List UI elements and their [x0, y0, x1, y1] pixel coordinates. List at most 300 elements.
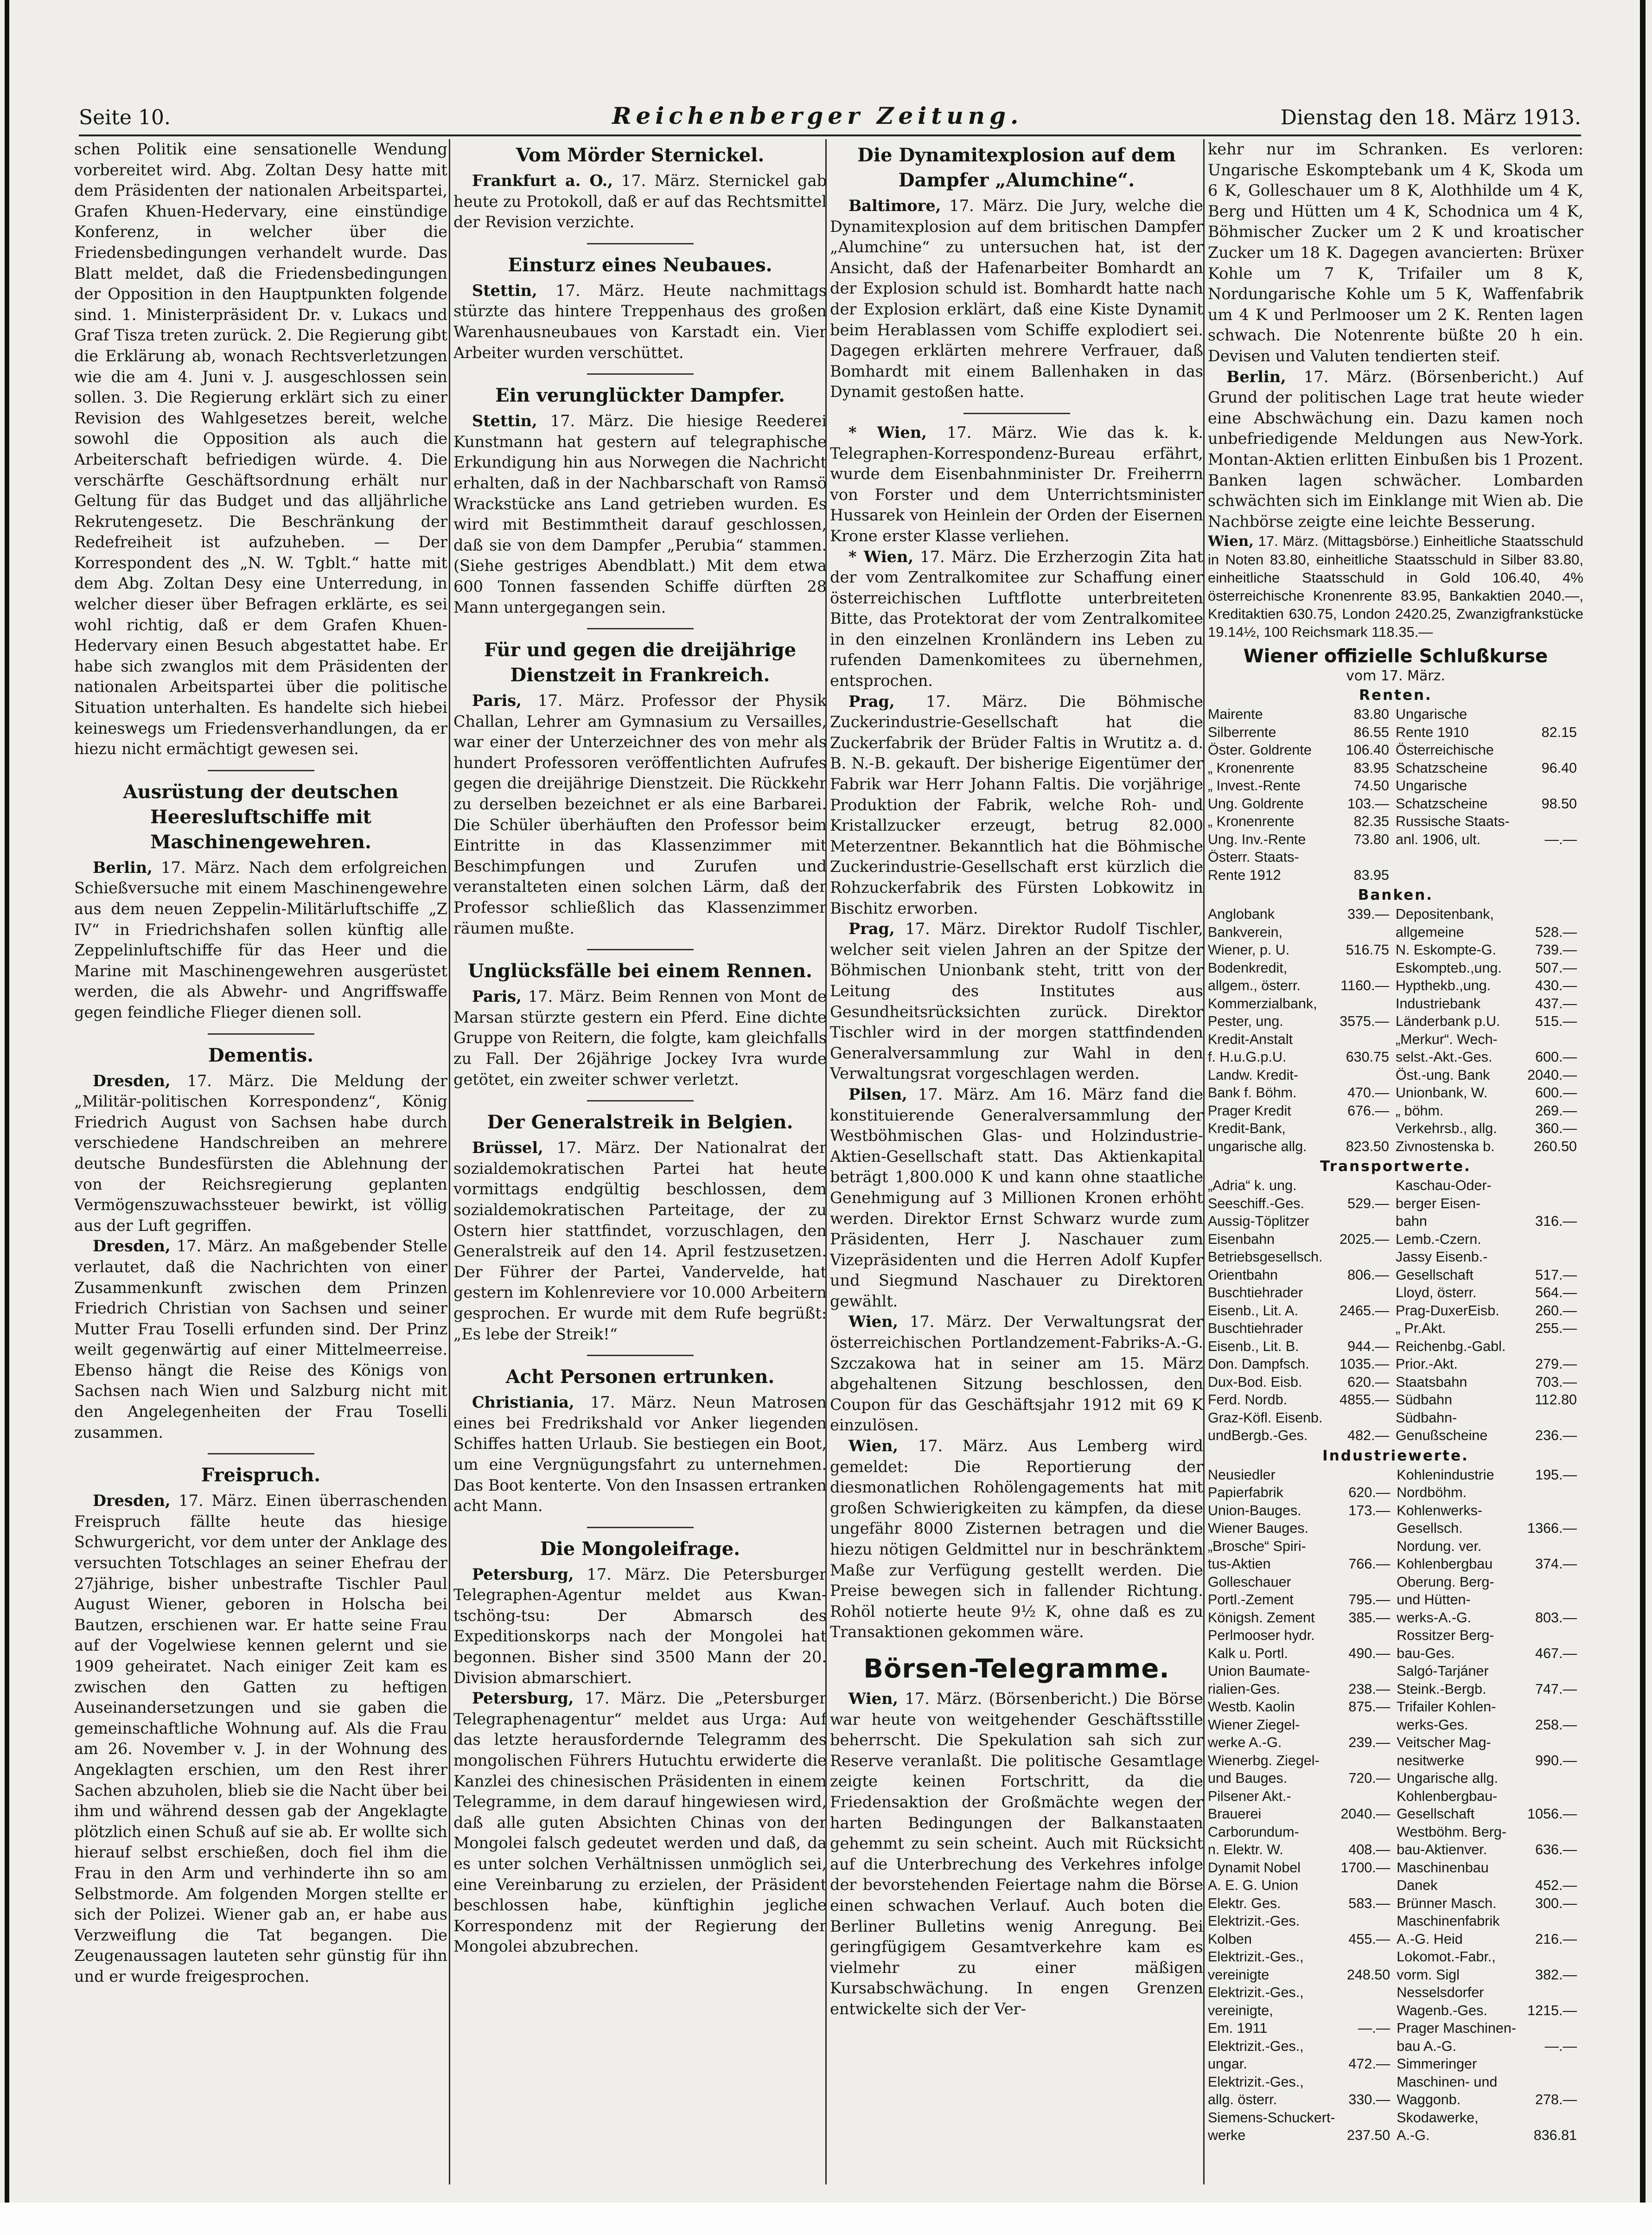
security-name: Jassy Eisenb.-: [1395, 1249, 1488, 1265]
security-price: 990.—: [1535, 1752, 1577, 1768]
security-name: Portl.-Zement: [1208, 1592, 1294, 1608]
security-name: bahn: [1395, 1213, 1427, 1230]
kurs-row: [1208, 1609, 1583, 1627]
security-price: [1335, 1716, 1397, 1734]
dateline: Stettin,: [472, 281, 537, 300]
security-name: N. Eskompte-G.: [1395, 942, 1496, 958]
kurs-row: [1208, 1984, 1583, 2002]
dateline: Dresden,: [93, 1237, 171, 1255]
security-price: 472.—: [1348, 2056, 1390, 2072]
kurs-row: [1208, 705, 1583, 724]
security-price: 112.80: [1534, 1392, 1577, 1408]
section-industriewerte: Industriewerte.: [1322, 1447, 1469, 1464]
security-price: 529.—: [1347, 1195, 1389, 1211]
article-text: [830, 196, 1203, 403]
kurs-row: [1208, 2002, 1583, 2020]
dateline: Stettin,: [472, 412, 537, 430]
kurs-row: [1208, 795, 1583, 813]
article-body: 17. März. Heute nachmittags stürzte das hintere Treppenhaus des großen Warenhausneubaues von Karstadt ein. Vier Arbeiter wurden verschüttet.: [453, 281, 827, 362]
article-continuation: kehr nur im Schranken. Es verloren: Ungarische Eskomptebank um 4 K, Skoda um 6 K, Golleschauer um 8 K, Alothhilde um 4 K, Berg und Hütten um 4 K, Schodnica um 4 K, Böhmischer Zucker um 2 K und kroatischer Zucker um 18 K. Dagegen avancierten: Brüxer Kohle um 7 K, Trifailer um 8 K, Nordungarische Kohle um 5 K, Waffenfabrik um 4 K und Perlmooser um 2 K. Renten lagen schwach. Die Notenrente büßte 20 h ein. Devisen und Valuten tendierten steif.: [1208, 140, 1583, 365]
security-name: Ungarische: [1395, 778, 1467, 794]
article-separator: [963, 413, 1070, 414]
security-price: 1035.—: [1339, 1356, 1389, 1372]
security-price: [1334, 1409, 1396, 1427]
column-1: [74, 139, 447, 2184]
kurs-row: [1208, 724, 1583, 742]
security-name: Pilsener Akt.-: [1208, 1788, 1291, 1804]
security-price: [1522, 1177, 1583, 1195]
security-price: 467.—: [1535, 1645, 1577, 1661]
dateline: Berlin,: [93, 858, 153, 877]
security-price: [1334, 1066, 1396, 1084]
kurs-row: [1208, 905, 1583, 923]
security-name: vereinigte,: [1208, 2002, 1273, 2018]
security-name: Prager Maschinen-: [1397, 2020, 1516, 2036]
security-price: [1522, 2019, 1583, 2037]
security-price: 258.—: [1535, 1716, 1577, 1733]
dateline: Wien,: [848, 1313, 899, 1331]
article-body: 17. März. (Börsenbericht.) Auf Grund der politischen Lage trat heute wieder eine Abschwächung ein. Dazu kamen noch unbefriedigende Meldungen aus New-York. Montan-Aktien erlitten Einbußen bis 1 Prozent. Banken lagen schwächer. Lombarden schwächten sich im Einklange mit Wien ab. Die Nachbörse zeigte eine leichte Besserung.: [1208, 367, 1583, 531]
security-name: werks-Ges.: [1397, 1716, 1468, 1733]
security-name: Elektrizit.-Ges.,: [1208, 2074, 1304, 2090]
security-name: Silberrente: [1208, 724, 1276, 740]
news-item: [830, 423, 1203, 547]
security-name: Graz-Köfl. Eisenb.: [1208, 1409, 1323, 1426]
security-price: [1335, 1948, 1397, 1966]
security-name: A. E. G. Union: [1208, 1877, 1298, 1894]
security-price: 823.50: [1346, 1138, 1389, 1154]
kurs-row: [1208, 1823, 1583, 1841]
security-name: Elektrizit.-Ges.,: [1208, 1985, 1304, 2001]
kurs-row: [1208, 831, 1583, 849]
kurs-row: [1208, 1573, 1583, 1591]
security-price: 2040.—: [1340, 1806, 1390, 1822]
kurs-row: [1208, 1066, 1583, 1084]
security-name: Salgó-Tarjáner: [1397, 1663, 1489, 1679]
security-name: „Brosche“ Spiri-: [1208, 1538, 1306, 1554]
security-name: Depositenbank,: [1395, 906, 1494, 922]
security-price: 83.95: [1353, 867, 1389, 883]
kurs-row: [1208, 2073, 1583, 2091]
article-body: 17. März. Einen überraschenden Freispruch fällte heute das hiesige Schwurgericht, vor dem unter der Anklage des versuchten Totschlages an seiner Ehefrau der 27jährige, bisher unbestrafte Tischler Paul August Wiener, geboren in Holscha bei Bautzen, erschienen war. Er hatte seine Frau auf der Vogelwiese kennen gelernt und sie 1909 geheiratet. Nach einiger Zeit kam es zwischen den Gatten zu heftigen Auseinandersetzungen und sie gaben die gemeinschaftliche Wohnung auf. Als die Frau am 26. November v. J. in der Wohnung des Angeklagten erschien, um den Rest ihrer Sachen abzuholen, blieb sie die Nacht über bei ihm und während dessen gab der Angeklagte plötzlich einen Schuß auf sie ab. Er wollte sich hierauf selbst erschießen, doch fiel ihm die Frau in den Arm und verhinderte ihn so am Selbstmorde. Am folgenden Morgen stellte er sich der Polizei. Wiener gab an, er habe aus Verzweiflung die Tat begangen. Die Zeugenaussagen lauteten sehr günstig für ihn und er wurde freigesprochen.: [74, 1492, 447, 1985]
kurs-row: [1208, 1912, 1583, 1930]
kurs-row: [1208, 1195, 1583, 1213]
security-name: Westböhm. Berg-: [1397, 1824, 1507, 1840]
security-name: Gesellschaft: [1395, 1267, 1473, 1283]
article-text: [453, 171, 827, 233]
kurs-row: [1208, 1355, 1583, 1373]
kurs-row: [1208, 2019, 1583, 2037]
column-rule: [449, 139, 450, 2184]
security-price: 278.—: [1535, 2092, 1577, 2108]
security-price: 482.—: [1347, 1428, 1389, 1444]
kurs-row: [1208, 866, 1583, 884]
article-text: [453, 1564, 827, 1689]
security-price: 82.15: [1541, 724, 1577, 740]
security-name: Kredit-Bank,: [1208, 1121, 1286, 1137]
security-price: [1335, 1876, 1397, 1895]
article-sternickel: [453, 143, 827, 233]
security-price: [1522, 866, 1583, 884]
security-name: Eisenbahn: [1208, 1231, 1275, 1247]
security-name: Rossitzer Berg-: [1397, 1627, 1494, 1644]
article-text: [74, 858, 447, 1023]
news-item: [1208, 367, 1583, 532]
security-name: Union-Bauges.: [1208, 1502, 1301, 1518]
kurs-row: [1208, 995, 1583, 1013]
article-generalstreik: [453, 1110, 827, 1345]
kurs-row: [1208, 1031, 1583, 1049]
security-price: [1522, 777, 1583, 795]
security-price: [1334, 1248, 1396, 1266]
security-name: Prior.-Akt.: [1395, 1356, 1458, 1372]
boersen-telegramme-headline: Börsen-Telegramme.: [863, 1653, 1170, 1684]
security-price: [1522, 1195, 1583, 1213]
security-price: [1335, 1787, 1397, 1806]
security-name: Skodawerke,: [1397, 2109, 1479, 2126]
security-name: f. H.u.G.p.U.: [1208, 1049, 1287, 1065]
table-banken: [1208, 905, 1583, 1155]
security-price: 490.—: [1348, 1645, 1390, 1661]
security-price: 944.—: [1347, 1338, 1389, 1354]
dateline: Petersburg,: [472, 1565, 574, 1583]
security-price: 248.50: [1346, 1966, 1390, 1983]
column-3: [830, 139, 1203, 2184]
article-body: 17. März. Direktor Rudolf Tischler, welcher seit vielen Jahren an der Spitze der Böhmischen Unionbank steht, tritt von der Leitung des Institutes aus Gesundheitsrücksichten zurück. Direktor Tischler wird in der morgen stattfindenden Generalversammlung zur Wahl in den Verwaltungsrat vorgeschlagen werden.: [830, 920, 1203, 1083]
security-name: Bodenkredit,: [1208, 960, 1288, 976]
security-name: werke: [1208, 2127, 1246, 2144]
article-separator: [208, 1453, 314, 1454]
security-name: rialien-Ges.: [1208, 1681, 1280, 1697]
dateline: Brüssel,: [472, 1139, 543, 1157]
article-freispruch: [74, 1463, 447, 1987]
security-price: [1335, 2073, 1397, 2091]
security-name: Landw. Kredit-: [1208, 1067, 1298, 1083]
security-name: Anglobank: [1208, 906, 1275, 922]
kurs-row: [1208, 1591, 1583, 1609]
dateline: Berlin,: [1226, 367, 1286, 386]
dateline: Paris,: [472, 692, 522, 710]
security-price: [1334, 1284, 1396, 1302]
article-einsturz: [453, 253, 827, 363]
security-price: [1522, 1409, 1583, 1427]
kurs-row: [1208, 1138, 1583, 1156]
security-price: 260.—: [1535, 1302, 1577, 1319]
article-headline: Die Mongoleifrage.: [540, 1537, 740, 1560]
security-name: Seeschiff.-Ges.: [1208, 1195, 1304, 1211]
kurs-row: [1208, 1769, 1583, 1787]
dateline: Paris,: [472, 987, 522, 1006]
security-name: Wiener Ziegel-: [1208, 1716, 1300, 1733]
security-name: bau-Ges.: [1397, 1645, 1455, 1661]
security-name: Genußscheine: [1395, 1428, 1488, 1444]
security-price: [1522, 2055, 1583, 2073]
security-price: [1522, 2109, 1583, 2127]
security-name: Gesellschaft: [1397, 1806, 1475, 1822]
security-name: selst.-Akt.-Ges.: [1395, 1049, 1493, 1065]
kurs-row: [1208, 1502, 1583, 1520]
article-ertrunken: [453, 1364, 827, 1517]
security-price: [1522, 1627, 1583, 1645]
security-name: Brauerei: [1208, 1806, 1262, 1822]
security-name: und Hütten-: [1397, 1592, 1471, 1608]
security-price: 2040.—: [1527, 1067, 1577, 1083]
security-price: [1522, 1338, 1583, 1356]
kurs-row: [1208, 1319, 1583, 1338]
security-name: Zivnostenska b.: [1395, 1138, 1495, 1154]
security-price: [1522, 1823, 1583, 1841]
article-headline: Ausrüstung der deutschen Heeresluftschiffe mit Maschinengewehren.: [123, 781, 399, 853]
article-body: 17. März. Der Verwaltungsrat der österreichischen Portlandzement-Fabriks-A.-G. Szczakowa hat in seiner am 15. März abgehaltenen Sitzung beschlossen, den Coupon für das Geschäftsjahr 1912 mit 69 K einzulösen.: [830, 1313, 1203, 1434]
security-name: „Adria“ k. ung.: [1208, 1178, 1297, 1194]
security-price: 795.—: [1348, 1592, 1390, 1608]
security-name: Oberung. Berg-: [1397, 1574, 1494, 1590]
article-body: 17. März. Die hiesige Reederei Kunstmann hat gestern auf telegraphische Erkundigung hin aus Norwegen die Nachricht erhalten, daß in der Nachbarschaft von Ramsö Wrackstücke ans Land getrieben wurden. Es wird mit Bestimmtheit darauf geschlossen, daß sie von dem Dampfer „Perubia“ stammen. (Siehe gestriges Abendblatt.) Mit dem etwa 600 Tonnen fassenden Schiffe dürften 28 Mann untergegangen sein.: [453, 412, 827, 616]
security-name: Kommerzialbank,: [1208, 995, 1317, 1012]
kurs-row: [1208, 959, 1583, 977]
security-price: [1334, 1120, 1396, 1138]
article-body: 17. März. (Börsenbericht.) Die Börse war heute von weitgehender Geschäftsstille beherrscht. Die Spekulation sah sich zur Reserve veranlaßt. Die politische Gesamtlage zeigte keinen Fortschritt, da die Friedensaktion der Großmächte wegen der harten Bedingungen der Balkanstaaten gehemmt zu sein scheint. Auch mit Rücksicht auf die Unterbrechung des Verkehres infolge der bevorstehenden Feiertage nahm die Börse einen schwachen Verlauf. Auch boten die Berliner Bulletins wenig Anregung. Bei geringfügigem Gesamtverkehre kam es vielmehr zu einer mäßigen Kursabschwächung. In engen Grenzen entwickelte sich der Ver-: [830, 1689, 1203, 2018]
security-name: Perlmooser hydr.: [1208, 1627, 1315, 1644]
security-name: Buschtiehrader: [1208, 1320, 1303, 1337]
header-rule: [79, 134, 1581, 136]
article-separator: [587, 1355, 694, 1356]
security-name: Betriebsgesellsch.: [1208, 1249, 1323, 1265]
security-price: 255.—: [1535, 1320, 1577, 1337]
security-price: [1522, 1912, 1583, 1930]
article-headline: Die Dynamitexplosion auf dem Dampfer „Alumchine“.: [857, 144, 1176, 191]
article-body: 17. März. Die Erzherzogin Zita hat der vom Zentralkomitee zur Schaffung einer österreichischen Luftflotte unterbreiteten Bitte, das Protektorat der vom Zentralkomitee in den einzelnen Kronländern ins Leben zu rufenden Damenkomitees zu übernehmen, entsprochen.: [830, 547, 1203, 690]
security-name: Wiener, p. U.: [1208, 942, 1290, 958]
security-price: 96.40: [1541, 760, 1577, 776]
security-name: nesitwerke: [1397, 1752, 1465, 1768]
issue-date: Dienstag den 18. März 1913.: [1280, 106, 1581, 129]
security-price: [1335, 1573, 1397, 1591]
article-body: 17. März. Die Meldung der „Militär-politischen Korrespondenz“, König Friedrich August von Sachsen habe durch verschiedene Handschreiben an mehrere deutsche Bundesfürsten die Ablehnung der von der Reichsregierung geplanten Vermögenszuwachssteuer bewirkt, ist völlig aus der Luft gegriffen.: [74, 1071, 447, 1235]
security-price: 803.—: [1535, 1609, 1577, 1626]
security-price: 806.—: [1347, 1267, 1389, 1283]
dateline: Wien,: [1208, 533, 1254, 550]
security-name: Länderbank p.U.: [1395, 1013, 1500, 1030]
security-name: Ferd. Nordb.: [1208, 1392, 1288, 1408]
security-name: Eisenb., Lit. A.: [1208, 1302, 1298, 1319]
article-body: 17. März. Neun Matrosen eines bei Fredrikshald vor Anker liegenden Schiffes hatten Urlaub. Sie bestiegen ein Boot, um eine Vergnügungsfahrt zu unternehmen. Das Boot kenterte. Von den Insassen ertranken acht Mann.: [453, 1393, 827, 1515]
security-name: Eskompteb.,ung.: [1395, 960, 1502, 976]
kurs-row: [1208, 1102, 1583, 1120]
section-transportwerte: Transportwerte.: [1320, 1158, 1471, 1175]
security-name: Gesellsch.: [1397, 1520, 1463, 1537]
article-text: [453, 1688, 827, 1957]
security-name: Ungarische allg.: [1397, 1770, 1498, 1787]
security-name: Prag-DuxerEisb.: [1395, 1302, 1499, 1319]
kurs-row: [1208, 1212, 1583, 1230]
security-name: Golleschauer: [1208, 1574, 1291, 1590]
security-price: 747.—: [1535, 1681, 1577, 1697]
kurs-row: [1208, 1716, 1583, 1734]
security-price: 239.—: [1348, 1735, 1390, 1751]
security-price: [1335, 1537, 1397, 1556]
security-price: 452.—: [1535, 1877, 1577, 1894]
security-name: Neusiedler: [1208, 1467, 1276, 1483]
kurs-row: [1208, 1266, 1583, 1284]
kurs-row: [1208, 1662, 1583, 1680]
security-name: „ Invest.-Rente: [1208, 778, 1301, 794]
security-price: 98.50: [1541, 795, 1577, 812]
article-text: [453, 411, 827, 618]
security-price: 1700.—: [1340, 1859, 1390, 1876]
security-price: 1366.—: [1527, 1520, 1577, 1537]
article-heeresluftschiffe: [74, 780, 447, 1023]
security-name: Nordböhm.: [1397, 1485, 1467, 1501]
security-price: [1522, 1662, 1583, 1680]
dateline: Dresden,: [93, 1492, 171, 1510]
article-body: 17. März. An maßgebender Stelle verlautet, daß die Nachrichten von einer Zusammenkunft zwischen dem Prinzen Friedrich Christian von Sachsen und seiner Mutter Frau Toselli erfunden sind. Der Prinz weilt gegenwärtig auf einer Mittelmeerreise. Ebenso hängt die Reise des Königs von Sachsen nach Wien und Salzburg nicht mit den Angelegenheiten der Frau Toselli zusammen.: [74, 1237, 447, 1441]
security-name: Don. Dampfsch.: [1208, 1356, 1309, 1372]
security-price: 739.—: [1535, 942, 1577, 958]
article-separator: [208, 770, 314, 771]
article-text: [453, 691, 827, 939]
security-name: Kalk u. Portl.: [1208, 1645, 1288, 1661]
security-name: vereinigte: [1208, 1966, 1269, 1983]
kurs-row: [1208, 1084, 1583, 1102]
security-price: [1335, 1662, 1397, 1680]
security-price: [1334, 1031, 1396, 1049]
security-name: [1396, 866, 1522, 884]
security-price: 515.—: [1535, 1013, 1577, 1030]
news-item: [830, 1312, 1203, 1436]
article-dynamitexplosion: [830, 143, 1203, 403]
article-dampfer: [453, 383, 827, 618]
scan-border-right: [1640, 0, 1646, 2235]
article-body: 17. März. (Mittagsbörse.) Einheitliche Staatsschuld in Noten 83.80, einheitliche Staatsschuld in Silber 83.80, einheitliche Staatsschuld in Gold 106.40, 4% österreichische Kronenrente 83.95, Bankaktien 2040.—, Kreditaktien 630.75, London 2420.25, Zwanzigfrankstücke 19.14½, 100 Reichsmark 118.35.—: [1208, 533, 1583, 640]
security-name: Rente 1910: [1395, 724, 1469, 740]
security-name: Königsh. Zement: [1208, 1609, 1315, 1626]
security-name: Ungarische: [1395, 706, 1467, 723]
security-name: Kohlenindustrie: [1397, 1467, 1494, 1483]
security-price: 528.—: [1535, 924, 1577, 940]
security-price: [1334, 848, 1396, 866]
kurs-row: [1208, 1466, 1583, 1484]
security-name: „ böhm.: [1395, 1102, 1444, 1119]
security-price: 106.40: [1346, 742, 1389, 758]
security-name: Wagenb.-Ges.: [1397, 2002, 1487, 2018]
kurs-row: [1208, 1645, 1583, 1663]
security-name: Österreichische: [1395, 742, 1494, 758]
security-name: Schatzscheine: [1395, 760, 1488, 776]
security-name: Österr. Staats-: [1208, 849, 1299, 865]
security-price: [1522, 1984, 1583, 2002]
security-price: [1335, 1627, 1397, 1645]
article-body: 17. März. Am 16. März fand die konstituierende Generalversammlung der Westböhmischen Glas- und Holzindustrie-Aktien-Gesellschaft statt. Das Aktienkapital beträgt 1,800.000 K und kann ohne staatliche Genehmigung auf 3 Millionen Kronen erhöht werden. Direktor Ernst Schwarz wurde zum Präsidenten, Herr J. Naschauer zum Vizepräsidenten und die Herren Adolf Kupfer und Siegmund Naschauer zu Direktoren gewählt.: [830, 1085, 1203, 1310]
security-name: Kredit-Anstalt: [1208, 1031, 1293, 1047]
article-headline: Dementis.: [208, 1044, 314, 1066]
kurs-row: [1208, 1248, 1583, 1266]
security-name: tus-Aktien: [1208, 1556, 1271, 1572]
security-price: 636.—: [1535, 1842, 1577, 1858]
kurs-row: [1208, 1627, 1583, 1645]
security-price: 238.—: [1348, 1681, 1390, 1697]
article-text: [453, 1138, 827, 1345]
article-headline: Einsturz eines Neubaues.: [508, 254, 772, 276]
newspaper-title: Reichenberger Zeitung.: [612, 102, 1023, 129]
security-price: 4855.—: [1339, 1392, 1389, 1408]
security-name: Steink.-Bergb.: [1397, 1681, 1486, 1697]
security-price: [1335, 1752, 1397, 1770]
security-price: 279.—: [1535, 1356, 1577, 1372]
security-price: 216.—: [1535, 1931, 1577, 1947]
kurs-row: [1208, 1409, 1583, 1427]
article-text: [74, 1071, 447, 1236]
kurs-row: [1208, 1895, 1583, 1913]
security-price: [1522, 1230, 1583, 1249]
kurs-row: [1208, 2126, 1583, 2145]
security-price: [1522, 741, 1583, 759]
security-price: [1334, 1177, 1396, 1195]
dateline: Prag,: [848, 692, 895, 711]
article-body: 17. März. Sternickel gab heute zu Protokoll, daß er auf das Rechtsmittel der Revision verzichte.: [453, 172, 827, 231]
article-text: [74, 1491, 447, 1987]
security-name: Prager Kredit: [1208, 1102, 1291, 1119]
kurs-row: [1208, 741, 1583, 759]
kurs-row: [1208, 1484, 1583, 1502]
kurs-row: [1208, 1752, 1583, 1770]
article-separator: [587, 1100, 694, 1101]
article-body: 17. März. Der Nationalrat der sozialdemokratischen Partei hat heute vormittags endgültig beschlossen, dem sozialdemokratischen Parteitage, der zu Ostern hier stattfindet, vorzuschlagen, den Generalstreik auf den 14. April festzusetzen. Der Führer der Partei, Vandervelde, hat gestern im Kohlenreviere vor 10.000 Arbeitern gesprochen. Er wurde mit dem Rufe begrüßt: „Es lebe der Streik!“: [453, 1139, 827, 1343]
security-price: [1522, 1573, 1583, 1591]
security-name: anl. 1906, ult.: [1395, 831, 1481, 847]
kurs-row: [1208, 759, 1583, 777]
security-price: [1522, 1591, 1583, 1609]
security-price: [1335, 2002, 1397, 2020]
security-price: [1522, 1769, 1583, 1787]
security-price: [1522, 848, 1583, 866]
security-name: Ung. Inv.-Rente: [1208, 831, 1306, 847]
article-separator: [587, 949, 694, 950]
scan-border-left: [5, 0, 9, 2235]
security-name: Em. 1911: [1208, 2020, 1268, 2036]
security-price: 385.—: [1348, 1609, 1390, 1626]
security-name: Aussig-Töplitzer: [1208, 1213, 1309, 1230]
dateline: Wien,: [848, 1437, 899, 1455]
security-name: Bankverein,: [1208, 924, 1283, 940]
security-price: 316.—: [1535, 1213, 1577, 1230]
security-name: undBergb.-Ges.: [1208, 1428, 1308, 1444]
security-name: allgemeine: [1395, 924, 1464, 940]
article-separator: [587, 1527, 694, 1528]
security-price: 630.75: [1346, 1049, 1389, 1065]
article-continuation: [74, 139, 447, 760]
column-2: [453, 139, 827, 2184]
security-price: 516.75: [1346, 942, 1389, 958]
security-price: [1522, 1948, 1583, 1966]
kurs-row: [1208, 1230, 1583, 1249]
security-price: 300.—: [1535, 1895, 1577, 1911]
security-price: 517.—: [1535, 1267, 1577, 1283]
security-price: 1056.—: [1527, 1806, 1577, 1822]
security-price: 83.95: [1353, 760, 1389, 776]
security-name: Waggonb.: [1397, 2092, 1461, 2108]
article-rennen: [453, 959, 827, 1090]
security-name: Unionbank, W.: [1395, 1085, 1488, 1101]
security-price: 676.—: [1347, 1102, 1389, 1119]
security-name: „ Pr.Akt.: [1395, 1320, 1446, 1337]
article-headline: Vom Mörder Sternickel.: [516, 144, 765, 166]
security-price: 339.—: [1347, 906, 1389, 922]
security-price: 82.35: [1353, 813, 1389, 830]
security-name: Lloyd, österr.: [1395, 1285, 1477, 1301]
kurs-row: [1208, 1859, 1583, 1877]
security-price: 236.—: [1535, 1428, 1577, 1444]
